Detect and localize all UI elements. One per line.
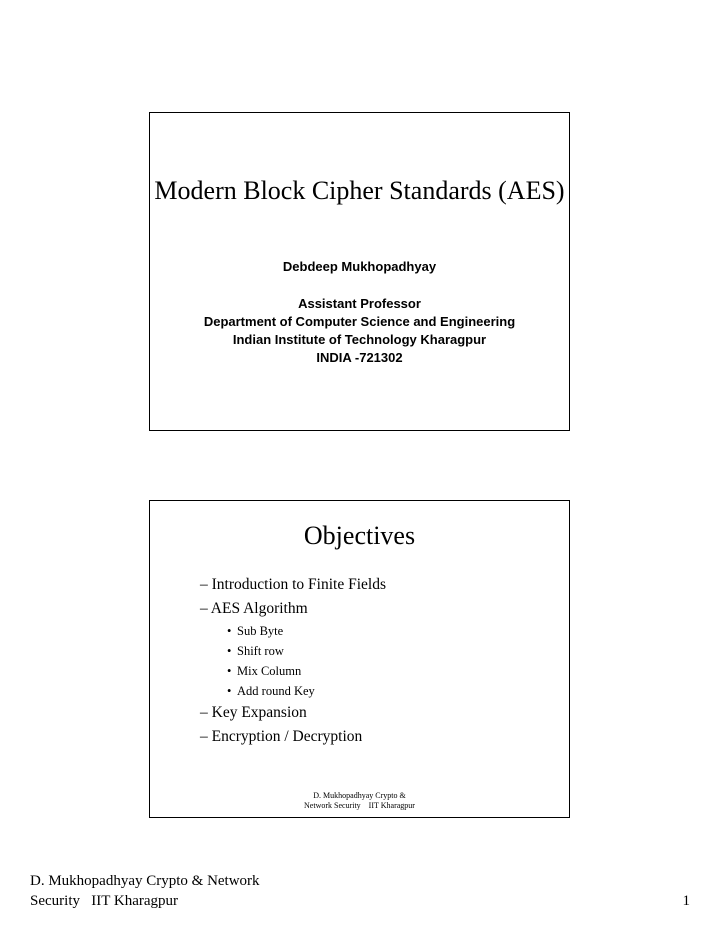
affiliation-line: Department of Computer Science and Engineering	[203, 314, 516, 329]
objectives-heading: Objectives	[303, 521, 416, 550]
page-number: 1	[682, 893, 690, 909]
affiliation-line: INDIA -721302	[316, 350, 403, 365]
slide-title-heading: Modern Block Cipher Standards (AES)	[154, 176, 565, 205]
list-item: • Shift row	[227, 644, 284, 658]
affiliation-block	[190, 296, 529, 370]
page-footer: D. Mukhopadhyay Crypto & Network Security IIT Kharagpur	[30, 873, 260, 909]
slide-title	[149, 112, 570, 431]
list-item: – Key Expansion	[200, 704, 307, 721]
list-item: – AES Algorithm	[200, 600, 308, 617]
affiliation-line: Assistant Professor	[298, 296, 421, 311]
list-item: • Mix Column	[227, 664, 302, 678]
list-item: • Sub Byte	[227, 624, 284, 638]
list-item: – Introduction to Finite Fields	[200, 576, 386, 593]
objectives-list	[200, 573, 386, 749]
list-item: – Encryption / Decryption	[200, 728, 363, 745]
affiliation-line: Indian Institute of Technology Kharagpur	[232, 332, 487, 347]
slide-objectives	[149, 500, 570, 818]
slide-footer: D. Mukhopadhyay Crypto & Network Security IIT Kharagpur	[304, 791, 415, 810]
list-item: • Add round Key	[227, 684, 315, 698]
author-name: Debdeep Mukhopadhyay	[282, 259, 437, 274]
